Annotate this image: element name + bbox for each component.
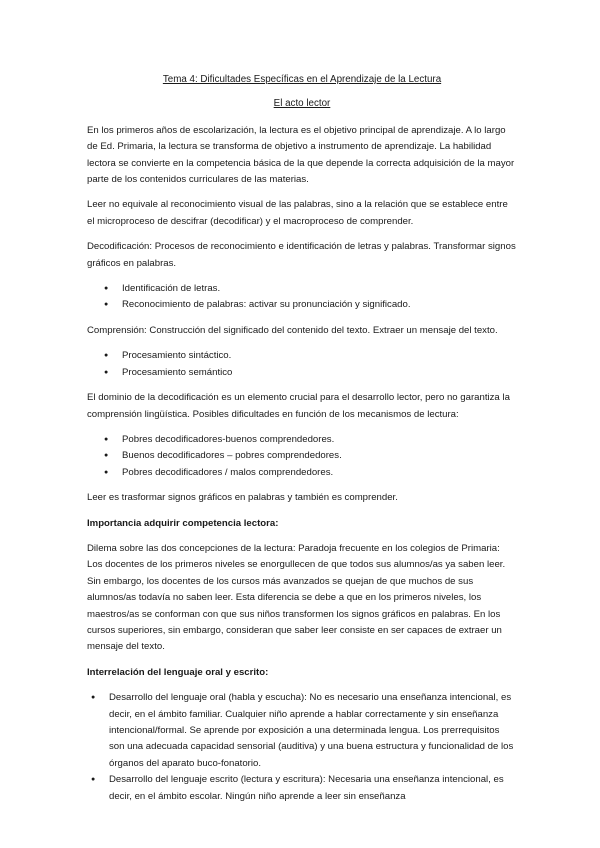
comprehension-definition-paragraph: Comprensión: Construcción del significado del contenido del texto. Extraer un mensaje del texto. (87, 324, 498, 336)
document-body (87, 72, 517, 805)
document-title: Tema 4: Dificultades Específicas en el Aprendizaje de la Lectura (162, 74, 442, 85)
list-item: ● Desarrollo del lenguaje escrito (lectura y escritura): Necesaria una enseñanza intencional, es decir, en el ámbito escolar. Ningún niño aprende a leer sin enseñanza (109, 772, 517, 805)
decoding-definition-paragraph: Decodificación: Procesos de reconocimiento e identificación de letras y palabras. Transformar signos gráficos en palabras. (87, 241, 516, 269)
reading-definition-paragraph: Leer no equivale al reconocimiento visual de las palabras, sino a la relación que se establece entre el microproceso de descifrar (decodificar) y el macroproceso de comprender. (87, 199, 508, 227)
list-item: ● Desarrollo del lenguaje oral (habla y escucha): No es necesario una enseñanza intencional, es decir, en el ámbito familiar. Cualquier niño aprende a hablar correctamente y sin enseñanza intencional/formal. Se aprende por exposición a una determinada lengua. Los prerrequisitos son una adecuada capacidad sensorial (auditiva) y una buena estructura y funcionalidad de los órganos del aparato buco-fonatorio. (109, 690, 517, 772)
list-item: ● Procesamiento sintáctico. (122, 348, 517, 364)
comprehension-list (87, 348, 517, 381)
summary-paragraph: Leer es trasformar signos gráficos en palabras y también es comprender. (87, 492, 398, 504)
section-title: El acto lector (273, 98, 331, 110)
interrelation-heading: Interrelación del lenguaje oral y escrito: (87, 666, 269, 678)
list-item: ● Procesamiento semántico (122, 365, 517, 381)
intro-paragraph: En los primeros años de escolarización, la lectura es el objetivo principal de aprendizaje. A lo largo de Ed. Primaria, la lectura se transforma de objetivo a instrumento de aprendizaje. La habilidad lectora se convierte en la competencia básica de la que depende la correcta adquisición de la mayor parte de los contenidos curriculares de las materias. (87, 124, 515, 186)
list-item: ● Pobres decodificadores / malos comprendedores. (122, 465, 517, 481)
list-item: ● Reconocimiento de palabras: activar su pronunciación y significado. (122, 297, 517, 313)
list-item: ● Pobres decodificadores-buenos comprendedores. (122, 432, 517, 448)
difficulty-list (87, 432, 517, 481)
dilemma-paragraph: Dilema sobre las dos concepciones de la lectura: Paradoja frecuente en los colegios de Primaria: Los docentes de los primeros niveles se enorgullecen de que todos sus alumnos/as ya saben leer. Sin embargo, los docentes de los cursos más avanzados se quejan de que muchos de sus alumnos/as todavía no saben leer. Esta diferencia se debe a que en los primeros niveles, los maestros/as se conforman con que sus niños transformen los signos gráficos en palabras. En los cursos superiores, sin embargo, consideran que saber leer consiste en ser capaces de extraer un mensaje del texto. (87, 542, 506, 653)
list-item: ● Identificación de letras. (122, 281, 517, 297)
importance-heading: Importancia adquirir competencia lectora: (87, 517, 279, 529)
decoding-list (87, 281, 517, 314)
interrelation-list (87, 690, 517, 805)
list-item: ● Buenos decodificadores – pobres comprendedores. (122, 448, 517, 464)
mastery-paragraph: El dominio de la decodificación es un elemento crucial para el desarrollo lector, pero no garantiza la comprensión lingüística. Posibles dificultades en función de los mecanismos de lectura: (87, 392, 510, 420)
